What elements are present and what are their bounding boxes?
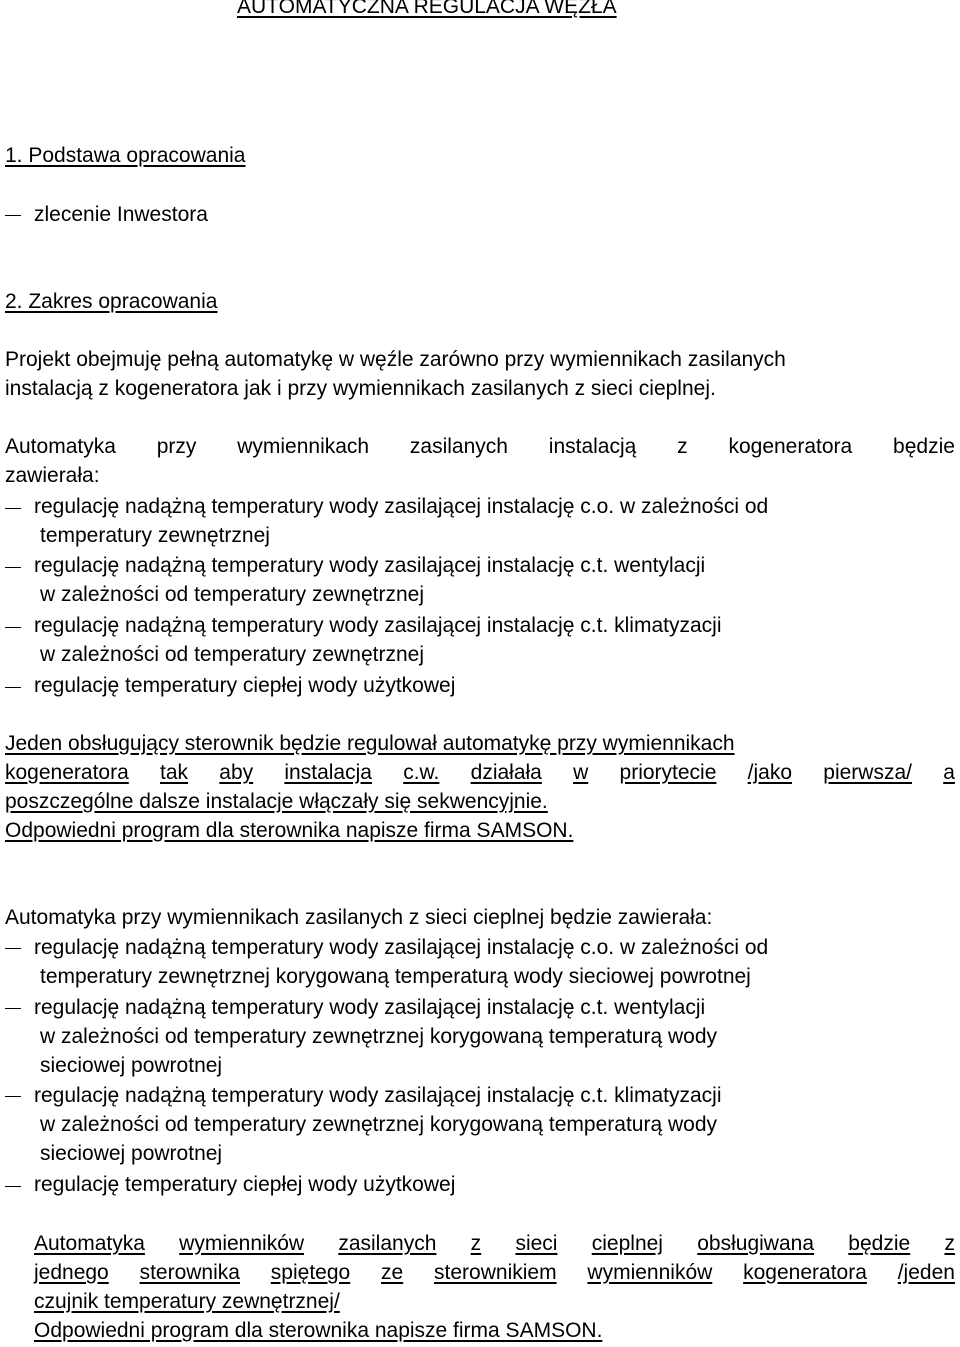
word: sterownikiem — [434, 1261, 557, 1284]
word: przy — [156, 435, 197, 458]
list-item-continued: w zależności od temperatury zewnętrznej — [40, 583, 425, 606]
list-item-continued: w zależności od temperatury zewnętrznej korygowaną temperaturą wody — [40, 1113, 717, 1136]
word: w — [573, 761, 589, 784]
word: Automatyka — [5, 435, 116, 458]
word: wymienników — [587, 1261, 713, 1284]
list-item: zlecenie Inwestora — [34, 203, 208, 226]
list-item: regulację nadążną temperatury wody zasilającej instalację c.o. w zależności od — [34, 936, 769, 959]
paragraph-line: Automatyka przy wymiennikach zasilanych z sieci cieplnej będzie zawierała: — [5, 906, 713, 929]
word: z — [944, 1232, 955, 1255]
list-item: regulację nadążną temperatury wody zasilającej instalację c.t. wentylacji — [34, 996, 706, 1019]
word: z — [470, 1232, 482, 1255]
word: kogeneratora — [728, 435, 853, 458]
list-item-continued: w zależności od temperatury zewnętrznej korygowaną temperaturą wody — [40, 1025, 717, 1048]
list-dash — [5, 687, 21, 688]
word: pierwsza/ — [823, 761, 912, 784]
word: obsługiwana — [697, 1232, 815, 1255]
list-item: regulację nadążną temperatury wody zasilającej instalację c.t. wentylacji — [34, 554, 706, 577]
word: wymiennikach — [237, 435, 370, 458]
word: kogeneratora — [5, 761, 129, 784]
section-1-heading: 1. Podstawa opracowania — [5, 144, 246, 167]
word: ze — [381, 1261, 404, 1284]
note-line: Jeden obsługujący sterownik będzie regulował automatykę przy wymiennikach — [5, 732, 735, 755]
word: zasilanych — [338, 1232, 437, 1255]
list-dash — [5, 948, 21, 949]
word: spiętego — [270, 1261, 351, 1284]
note-line — [34, 1231, 955, 1257]
word: sterownika — [139, 1261, 240, 1284]
word: będzie — [848, 1232, 911, 1255]
word: działała — [470, 761, 542, 784]
word: c.w. — [403, 761, 440, 784]
word: instalacja — [284, 761, 372, 784]
list-dash — [5, 215, 21, 216]
word: aby — [219, 761, 254, 784]
paragraph-line: Projekt obejmuję pełną automatykę w węźle zarówno przy wymiennikach zasilanych — [5, 348, 786, 371]
document-title: AUTOMATYCZNA REGULACJA WĘZŁA — [237, 0, 617, 18]
word: kogeneratora — [743, 1261, 867, 1284]
list-item: regulację temperatury ciepłej wody użytkowej — [34, 674, 456, 697]
paragraph-line — [5, 434, 955, 460]
list-item-continued: w zależności od temperatury zewnętrznej — [40, 643, 425, 666]
word: /jako — [747, 761, 793, 784]
word: a — [943, 761, 955, 784]
word: tak — [160, 761, 189, 784]
word: instalacją — [548, 435, 637, 458]
list-item-continued: temperatury zewnętrznej korygowaną temperaturą wody sieciowej powrotnej — [40, 965, 751, 988]
section-2-heading: 2. Zakres opracowania — [5, 290, 218, 313]
list-dash — [5, 1096, 21, 1097]
list-item: regulację temperatury ciepłej wody użytkowej — [34, 1173, 456, 1196]
note-line: Odpowiedni program dla sterownika napisze firma SAMSON. — [34, 1319, 603, 1342]
list-dash — [5, 567, 21, 568]
list-item-continued: temperatury zewnętrznej — [40, 524, 270, 547]
list-dash — [5, 1008, 21, 1009]
paragraph-line: instalacją z kogeneratora jak i przy wymiennikach zasilanych z sieci cieplnej. — [5, 377, 716, 400]
note-line — [5, 760, 955, 786]
note-line: poszczególne dalsze instalacje włączały się sekwencyjnie. — [5, 790, 548, 813]
list-item: regulację nadążną temperatury wody zasilającej instalację c.t. klimatyzacji — [34, 1084, 722, 1107]
list-item: regulację nadążną temperatury wody zasilającej instalację c.t. klimatyzacji — [34, 614, 722, 637]
word: wymienników — [179, 1232, 305, 1255]
word: zasilanych — [409, 435, 508, 458]
paragraph-line: zawierała: — [5, 464, 100, 487]
list-dash — [5, 508, 21, 509]
word: /jeden — [897, 1261, 955, 1284]
word: Automatyka — [34, 1232, 145, 1255]
list-item-continued: sieciowej powrotnej — [40, 1054, 223, 1077]
note-line — [34, 1260, 955, 1286]
word: będzie — [893, 435, 955, 458]
note-line: czujnik temperatury zewnętrznej/ — [34, 1290, 340, 1313]
word: z — [677, 435, 688, 458]
note-line: Odpowiedni program dla sterownika napisze firma SAMSON. — [5, 819, 574, 842]
list-item-continued: sieciowej powrotnej — [40, 1142, 223, 1165]
list-item: regulację nadążną temperatury wody zasilającej instalację c.o. w zależności od — [34, 495, 769, 518]
word: jednego — [34, 1261, 109, 1284]
list-dash — [5, 627, 21, 628]
list-dash — [5, 1186, 21, 1187]
word: sieci — [515, 1232, 558, 1255]
word: cieplnej — [591, 1232, 663, 1255]
word: priorytecie — [619, 761, 717, 784]
